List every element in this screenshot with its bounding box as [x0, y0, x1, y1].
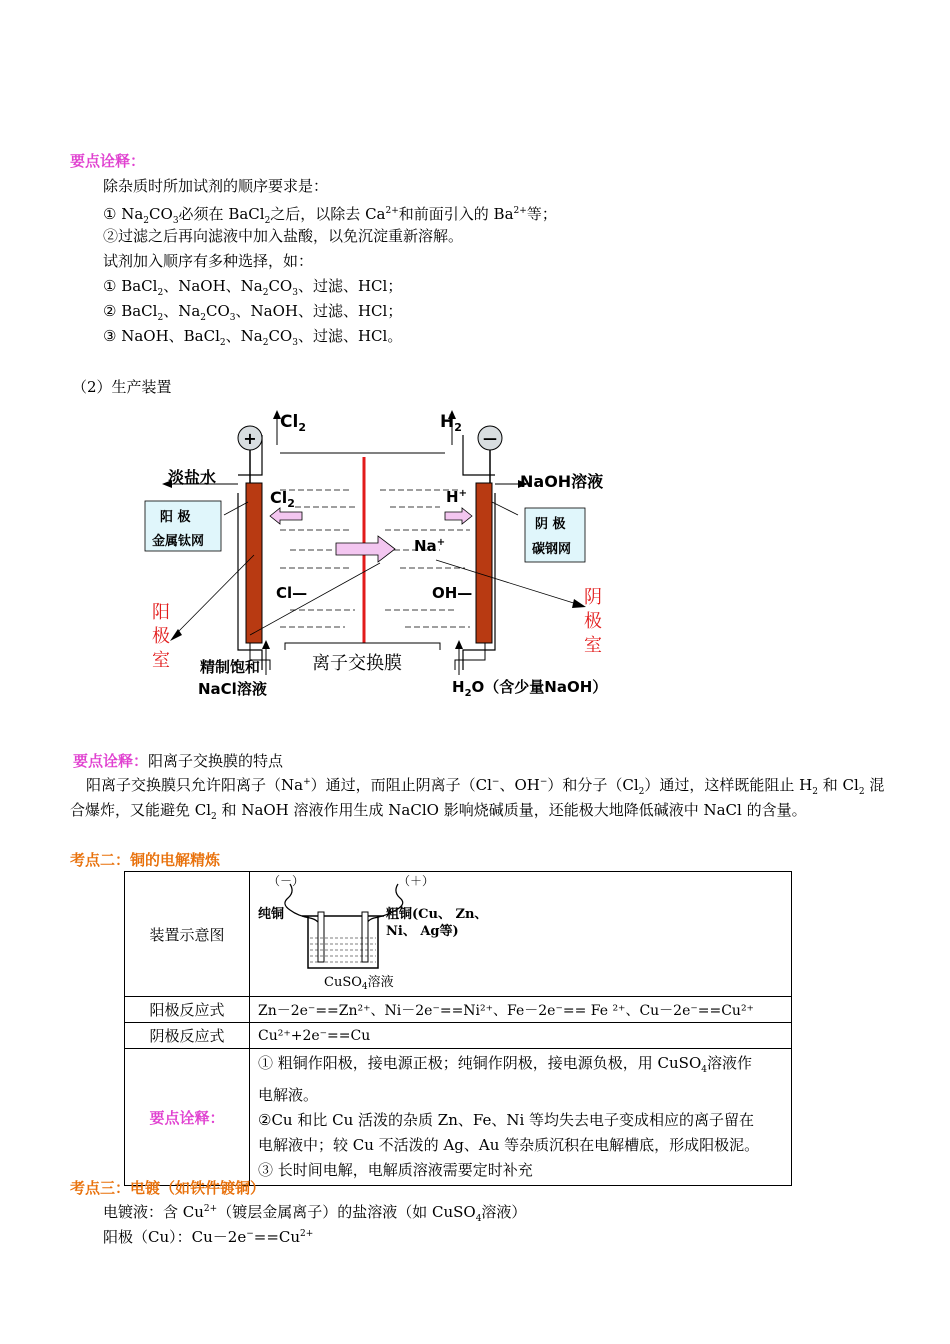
cuso4-solution-label: CuSO$_4$溶液: [324, 975, 394, 992]
anode-reaction-value: Zn－2e⁻==Zn²⁺、Ni－2e⁻==Ni²⁺、Fe－2e⁻== Fe ²⁺、Cu－2e⁻==Cu²⁺: [250, 997, 792, 1023]
cathode-room-char3: 室: [584, 635, 602, 656]
plating-anode-line: 阳极（Cu）：$Cu-2e^-==Cu^{2+}$: [103, 1228, 314, 1246]
cl2-inside-label: $Cl_2$: [270, 488, 295, 510]
rule-line-2: ②过滤之后再向滤液中加入盐酸，以免沉淀重新溶解。: [103, 227, 464, 245]
membrane-paragraph-line1: 阳离子交换膜只允许阳离子（Na+）通过，而阻止阴离子（Cl−、OH−）和分子$(Cl_2)$通过，这样既能阻止 $H_2$ 和 $Cl_2$ 混: [86, 776, 885, 797]
table-row: [125, 1049, 792, 1186]
table-row: [125, 872, 792, 997]
notes-value: [250, 1049, 792, 1186]
membrane-label: 离子交换膜: [312, 653, 402, 674]
cathode-room-char2: 极: [584, 611, 602, 632]
electrolysis-diagram: [140, 405, 640, 705]
table-row: [125, 1023, 792, 1049]
option-3: ③ NaOH、BaCl$_2$、$Na_2CO_3$、过滤、HCl。: [103, 327, 403, 348]
minus-terminal-icon: —: [483, 431, 497, 447]
anode-room-char2: 极: [152, 626, 170, 647]
table-row: [125, 997, 792, 1023]
pure-copper-label: 纯铜: [258, 907, 285, 922]
oh-minus-label: OH—: [432, 584, 473, 602]
device-diagram-label: 装置示意图: [125, 872, 250, 997]
water-feed-label: $H_2O$（含少量NaOH）: [452, 678, 608, 699]
section-title-production: （2）生产装置: [72, 378, 172, 396]
notes-label: 要点诠释：: [125, 1049, 250, 1186]
cathode-box-line1: 阴 极: [535, 517, 566, 532]
rule-line-3: 试剂加入顺序有多种选择，如：: [103, 252, 314, 270]
option-1: ① BaCl$_2$、NaOH、$Na_2CO_3$、过滤、HCl；: [103, 277, 403, 298]
anode-reaction-label: 阳极反应式: [125, 997, 250, 1023]
section-heading: 要点诠释：: [70, 152, 146, 170]
plating-solution-line: 电镀液：含 $Cu^{2+}$（镀层金属离子）的盐溶液（如 CuSO$_4$溶液）: [103, 1203, 527, 1224]
plus-terminal-icon: +: [243, 429, 257, 448]
na-plus-label: Na+: [414, 537, 446, 555]
minus-electrode-label: （－）: [268, 874, 305, 888]
cathode-reaction-label: 阴极反应式: [125, 1023, 250, 1049]
note-line: ① 粗铜作阳极，接电源正极；纯铜作阴极，接电源负极，用 CuSO$_4$溶液作: [258, 1054, 752, 1075]
option-2: ② BaCl$_2$、$Na_2CO_3$、NaOH、过滤、HCl；: [103, 302, 403, 323]
cl2-gas-label: $Cl_2$: [280, 412, 306, 434]
anode-room-char1: 阳: [152, 602, 170, 623]
membrane-paragraph-line2: 合爆炸，又能避免 $Cl_2$ 和 NaOH 溶液作用生成 NaClO 影响烧碱质量，还能极大地降低碱液中 NaCl 的含量。: [70, 801, 807, 822]
copper-refining-table: [124, 871, 792, 1186]
section-title-electroplating: 考点三：电镀（如铁件镀铜）: [70, 1179, 266, 1197]
intro-line: 除杂质时所加试剂的顺序要求是：: [103, 177, 329, 195]
dilute-brine-label: 淡盐水: [168, 468, 217, 487]
cathode-reaction-value: Cu²⁺+2e⁻==Cu: [250, 1023, 792, 1049]
rule-line-1: ① $Na_2CO_3$必须在 BaCl$_2$之后，以除去 $Ca^{2+}$和前面引入的 $Ba^{2+}$等；: [103, 205, 557, 226]
h2-gas-label: $H_2$: [440, 412, 462, 434]
feed-label-line2: NaCl溶液: [198, 680, 267, 698]
plus-electrode-label: （＋）: [398, 874, 435, 888]
cathode-box-line2: 碳钢网: [532, 542, 572, 557]
device-diagram-cell: [250, 872, 792, 997]
note-line: 电解液。: [258, 1086, 319, 1104]
h-plus-label: H+: [446, 488, 467, 506]
section-title-copper-refining: 考点二：铜的电解精炼: [70, 851, 221, 869]
note-line: ②Cu 和比 Cu 活泼的杂质 Zn、Fe、Ni 等均失去电子变成相应的离子留在: [258, 1111, 755, 1129]
anode-box-line2: 金属钛网: [152, 534, 205, 549]
note-line: ③ 长时间电解，电解质溶液需要定时补充: [258, 1161, 533, 1179]
copper-refining-apparatus: [250, 872, 500, 992]
crude-copper-label-2: Ni、 Ag等): [386, 924, 459, 939]
anode-room-char3: 室: [152, 650, 170, 671]
naoh-solution-label: NaOH溶液: [520, 472, 604, 491]
cl-minus-label: Cl—: [276, 584, 308, 602]
anode-box-line1: 阳 极: [160, 510, 191, 525]
feed-label-line1: 精制饱和: [200, 658, 261, 676]
crude-copper-label-1: 粗铜(Cu、 Zn、: [386, 907, 488, 922]
membrane-heading: 要点诠释：阳离子交换膜的特点: [73, 752, 284, 770]
cathode-room-char1: 阴: [584, 587, 602, 608]
note-line: 电解液中；较 Cu 不活泼的 Ag、Au 等杂质沉积在电解槽底，形成阳极泥。: [258, 1136, 760, 1154]
